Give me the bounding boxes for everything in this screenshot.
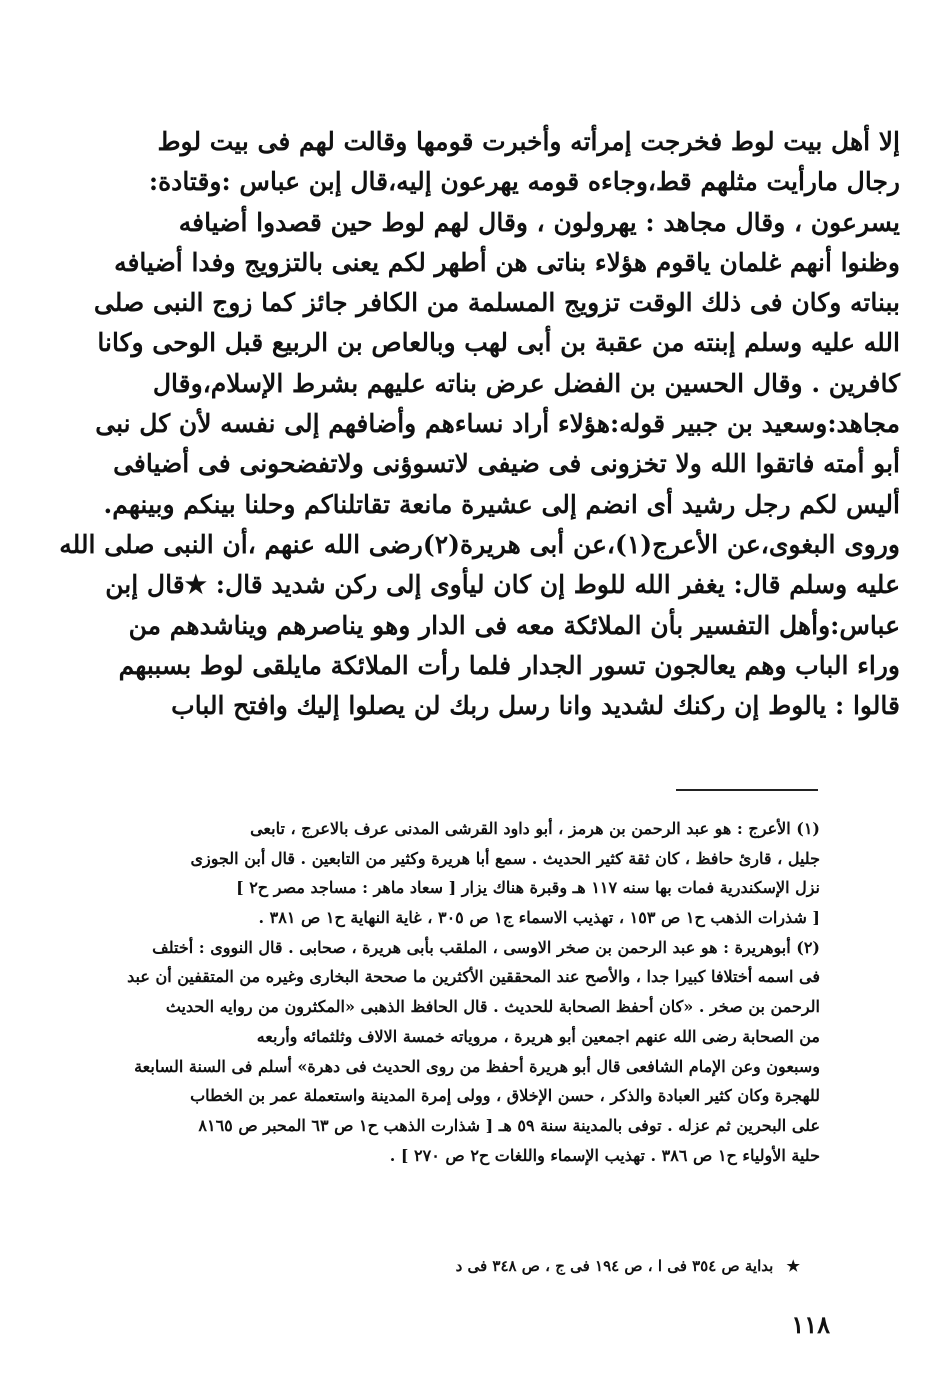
footnote-line: جليل ، قارئ حافظ ، كان ثقة كثير الحديث . سمع أبا هريرة وكثير من التابعين . قال أبن الجوزى <box>190 848 820 868</box>
star-icon: ★ <box>786 1257 800 1275</box>
page-number: ١١٨ <box>791 1310 830 1339</box>
main-text-line: ببناته وكان فى ذلك الوقت تزويج المسلمة من الكافر جائز كما زوج النبى صلى <box>93 288 900 318</box>
footnote-line: للهجرة وكان كثير العبادة والذكر ، حسن الإخلاق ، وولى إمرة المدينة واستعملة عمر بن الخطاب <box>190 1086 820 1106</box>
main-text-line: الله عليه وسلم إبنته من عقبة بن أبى لهب وبالعاص بن الربيع قبل الوحى وكانا <box>97 328 900 358</box>
main-text-line: إلا أهل بيت لوط فخرجت إمرأته وأخبرت قومها وقالت لهم فى بيت لوط <box>157 127 900 156</box>
main-text-line: قالوا : يالوط إن ركنك لشديد وانا رسل ربك لن يصلوا إليك وافتح الباب <box>171 691 900 721</box>
footnote-separator <box>676 789 818 791</box>
footnote-line: وسبعون وعن الإمام الشافعى قال أبو هريرة أحفظ من روى الحديث فى دهرة» أسلم فى السنة السابعة <box>134 1056 820 1076</box>
manuscript-page-note <box>330 1253 800 1279</box>
main-text-line: عباس:وأهل التفسير بأن الملائكة معه فى الدار وهو يناصرهم ويناشدهم من <box>128 610 900 640</box>
main-text-line: عليه وسلم قال: يغفر الله للوط إن كان ليأوى إلى ركن شديد قال: ★قال إبن <box>105 570 900 600</box>
manuscript-page-note-text: بداية ص ٣٥٤ فى ا ، ص ١٩٤ فى ج ، ص ٣٤٨ فى د <box>455 1257 774 1275</box>
footnote-line: من الصحابة رضى الله عنهم اجمعين أبو هريرة ، مروياته خمسة الالاف وثلثمائه وأربعه <box>256 1026 820 1046</box>
main-text-line: وراء الباب وهم يعالجون تسور الجدار فلما رأت الملائكة مايلقى لوط بسببهم <box>118 650 900 680</box>
main-text-line: يسرعون ، وقال مجاهد : يهرولون ، وقال لهم لوط حين قصدوا أضيافه <box>178 207 900 237</box>
footnote-line: نزل الإسكندرية فمات بها سنه ١١٧ هـ وقبرة هناك يزار [ سعاد ماهر : مساجد مصر ح٢ ] <box>236 878 820 898</box>
main-text-line: أبو أمته فاتقوا الله ولا تخزونى فى ضيفى لاتسوؤنى ولاتفضحونى فى أضيافى <box>113 449 900 479</box>
main-text-line: أليس لكم رجل رشيد أى انضم إلى عشيرة مانعة تقاتلناكم وحلنا بينكم وبينهم. <box>103 489 900 519</box>
footnotes-section <box>127 814 820 1170</box>
footnote-line: [ شذرات الذهب ح١ ص ١٥٣ ، تهذيب الاسماء ج١ ص ٣٠٥ ، غاية النهاية ح١ ص ٣٨١ . <box>258 908 820 928</box>
main-text-line: رجال مارأيت مثلهم قط،وجاءه قومه يهرعون إليه،قال إبن عباس :وقتادة: <box>148 167 900 197</box>
footnote-line: على البحرين ثم عزله . توفى بالمدينة سنة ٥٩ هـ [ شذارت الذهب ح١ ص ٦٣ المحبر ص ٨١٦٥ <box>198 1115 820 1135</box>
footnote-line: (٢) أبوهريرة : هو عبد الرحمن بن صخر الاوسى ، الملقب بأبى هريرة ، صحابى . قال النووى : أختلف <box>152 937 820 957</box>
footnote-line: حلية الأولياء ح١ ص ٣٨٦ . تهذيب الإسماء واللغات ح٢ ص ٢٧٠ ] . <box>389 1145 820 1165</box>
main-text-line: كافرين . وقال الحسين بن الفضل عرض بناته عليهم بشرط الإسلام،وقال <box>152 368 900 398</box>
main-text-line: وروى البغوى،عن الأعرج(١)،عن أبى هريرة(٢)رضى الله عنهم ،أن النبى صلى الله <box>59 529 900 559</box>
footnote-line: (١) الأعرج : هو عبد الرحمن بن هرمز ، أبو داود القرشى المدنى عرف بالاعرج ، تابعى <box>250 819 820 838</box>
footnote-line: الرحمن بن صخر . «كان أحفظ الصحابة للحديث . قال الحافظ الذهبى «المكثرون من روايه الحديث <box>165 997 820 1017</box>
footnote-line: فى اسمه أختلافا كبيرا جدا ، والأصح عند المحققين الأكثرين ما صححة البخارى وغيره من المتقفين أن عبد <box>127 967 820 987</box>
main-text-body <box>59 122 900 726</box>
main-text-line: وظنوا أنهم غلمان ياقوم هؤلاء بناتى هن أطهر لكم يعنى بالتزويج وفدا أضيافه <box>114 247 900 277</box>
main-text-line: مجاهد:وسعيد بن جبير قوله:هؤلاء أراد نساءهم وأضافهم إلى نفسه لأن كل نبى <box>95 409 900 439</box>
